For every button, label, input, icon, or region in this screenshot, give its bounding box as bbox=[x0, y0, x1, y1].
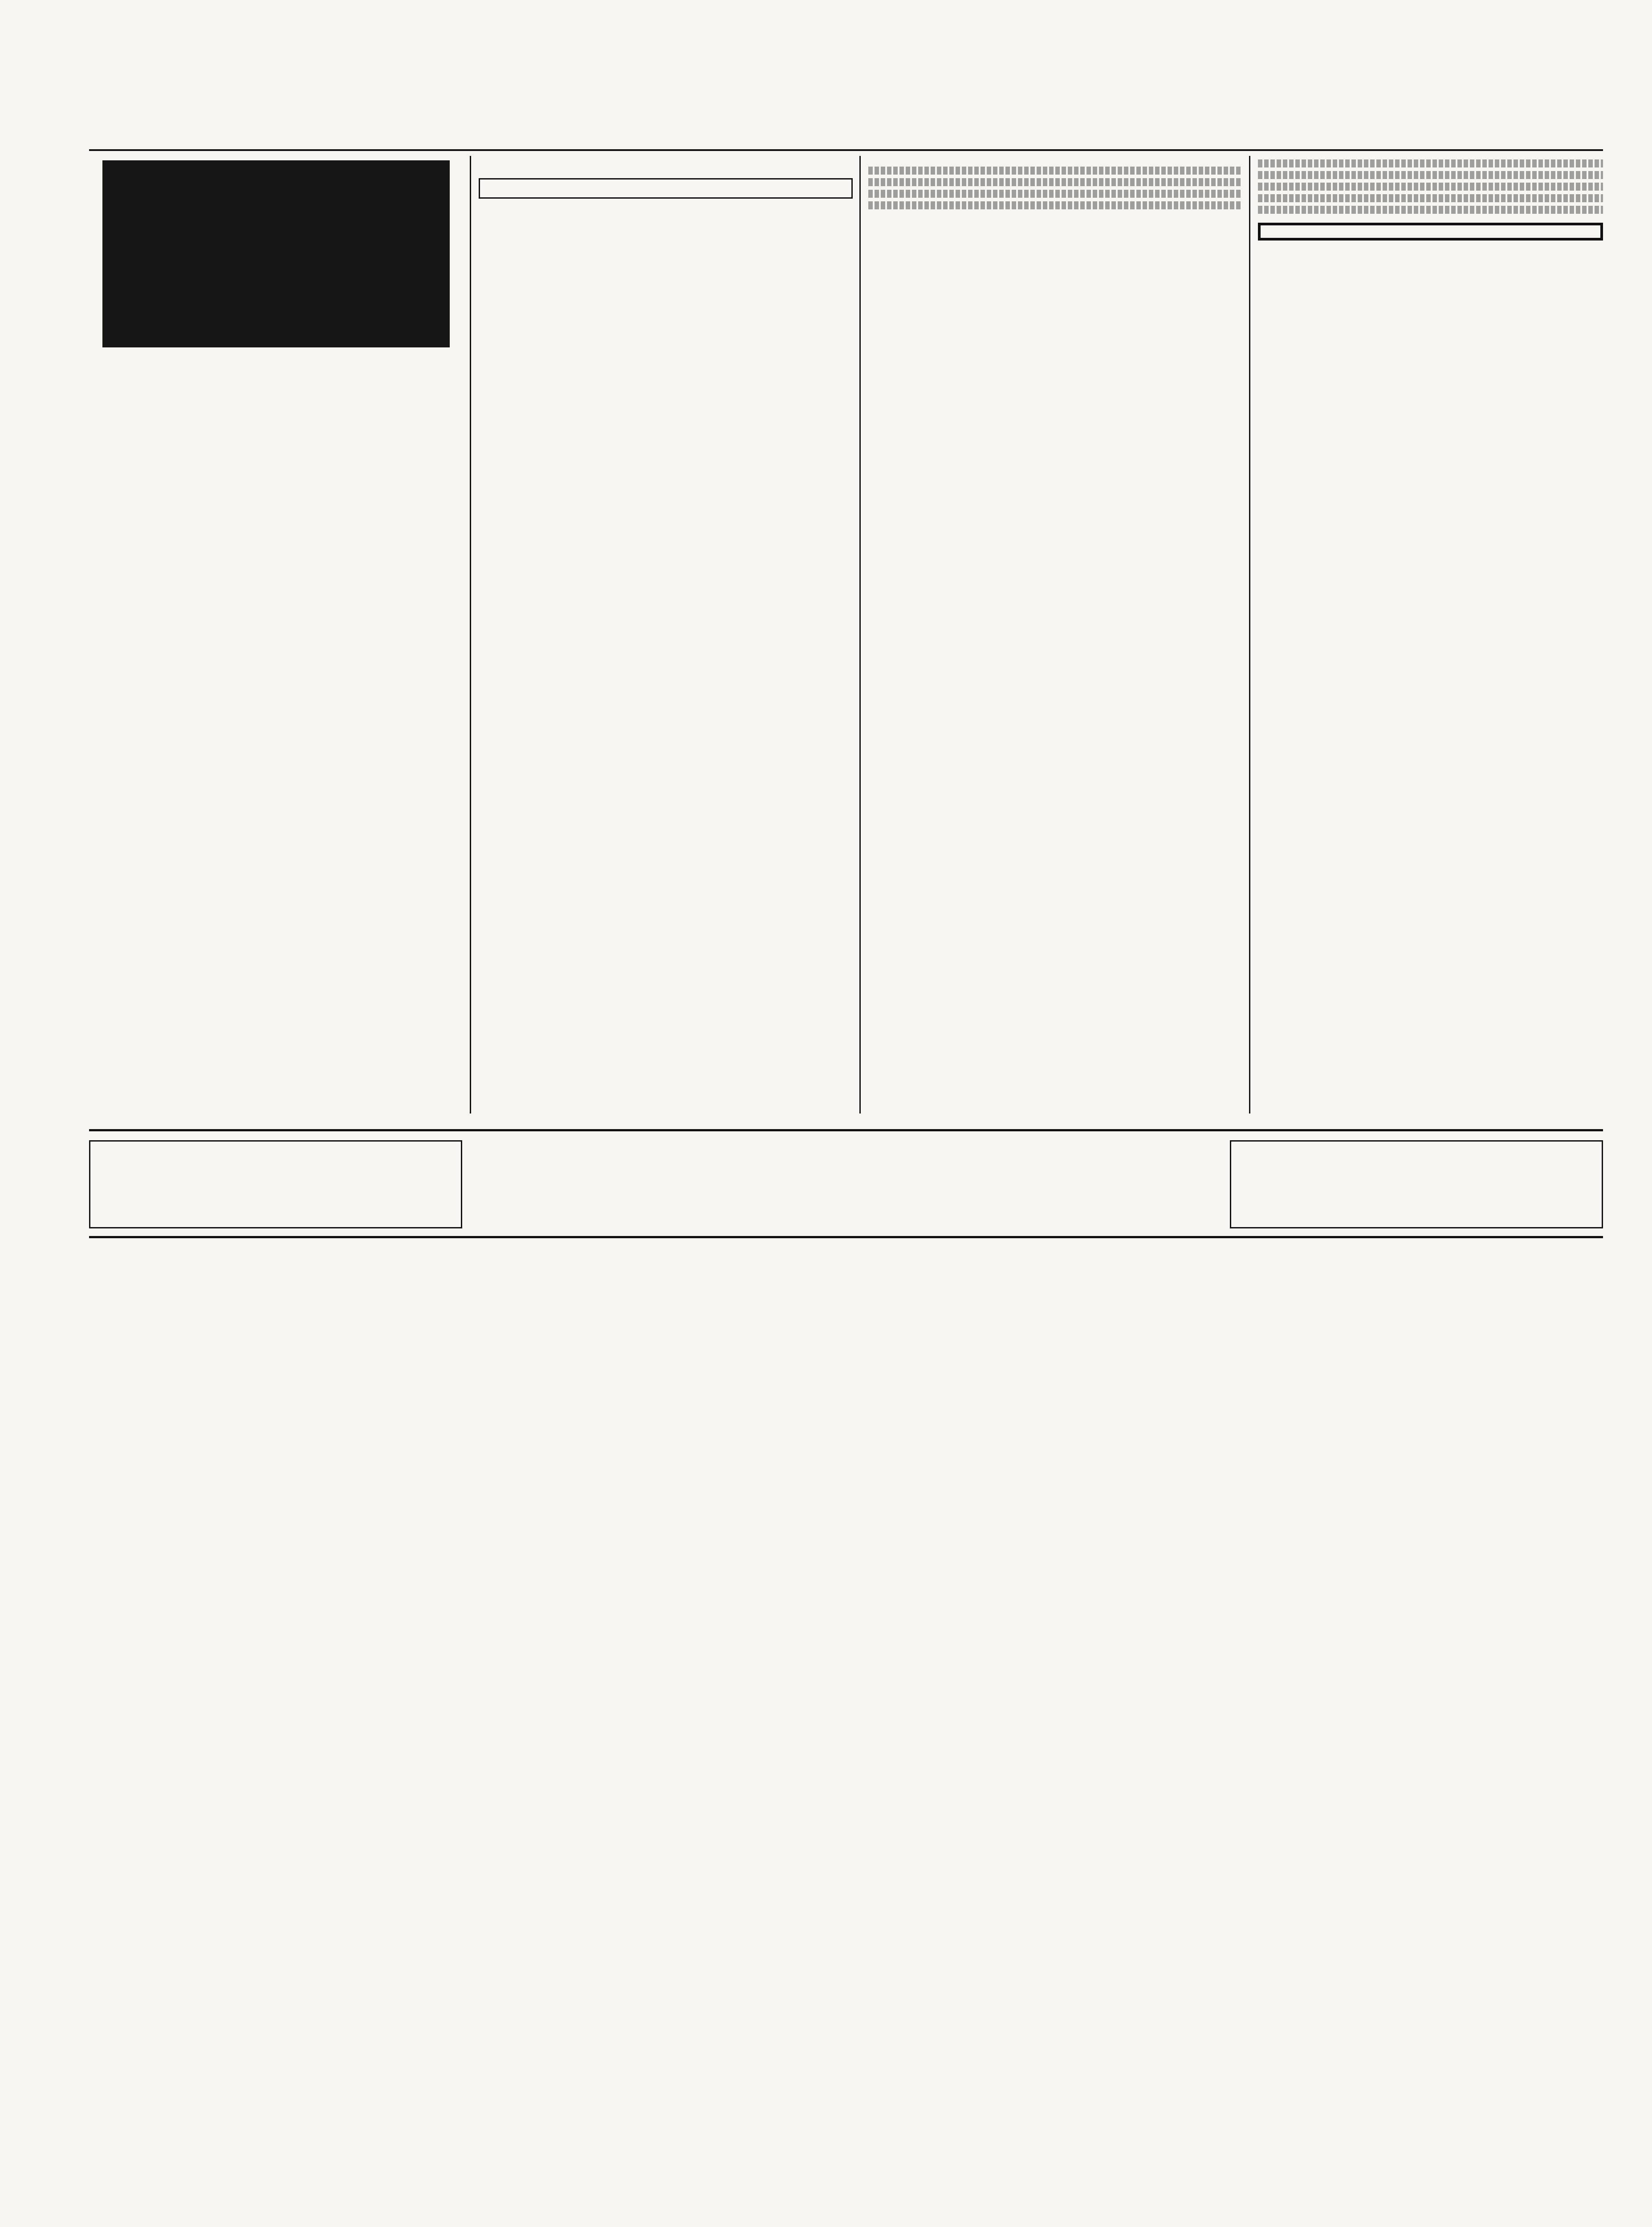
kulturverband-banner bbox=[102, 160, 450, 347]
kleiner-anzeiger-header bbox=[89, 1136, 1603, 1234]
text-filler bbox=[868, 201, 1242, 209]
text-filler bbox=[868, 178, 1242, 186]
text-filler bbox=[1258, 194, 1603, 202]
header-rule bbox=[89, 149, 1603, 151]
text-filler bbox=[1258, 183, 1603, 191]
kleiner-right-note bbox=[1230, 1140, 1603, 1228]
text-filler bbox=[1258, 171, 1603, 179]
rundschau-ad bbox=[479, 178, 853, 199]
banner-sub bbox=[102, 214, 450, 223]
section-rule bbox=[89, 1129, 1603, 1131]
col-divider-3 bbox=[1249, 156, 1250, 1114]
kleiner-left-note bbox=[89, 1140, 462, 1228]
einladung-column bbox=[1258, 156, 1603, 1114]
page-header bbox=[89, 119, 1603, 146]
text-filler bbox=[868, 190, 1242, 198]
banner-title bbox=[102, 160, 450, 214]
cinema-column bbox=[89, 156, 463, 1114]
text-filler bbox=[1258, 206, 1603, 214]
text-filler bbox=[868, 167, 1242, 175]
text-filler bbox=[1258, 159, 1603, 167]
johannisbad-column bbox=[868, 156, 1242, 1114]
col-divider-1 bbox=[470, 156, 471, 1114]
weather-column bbox=[479, 156, 853, 1114]
col-divider-2 bbox=[859, 156, 861, 1114]
knoblauch-ad bbox=[1258, 223, 1603, 241]
section-rule-2 bbox=[89, 1236, 1603, 1238]
